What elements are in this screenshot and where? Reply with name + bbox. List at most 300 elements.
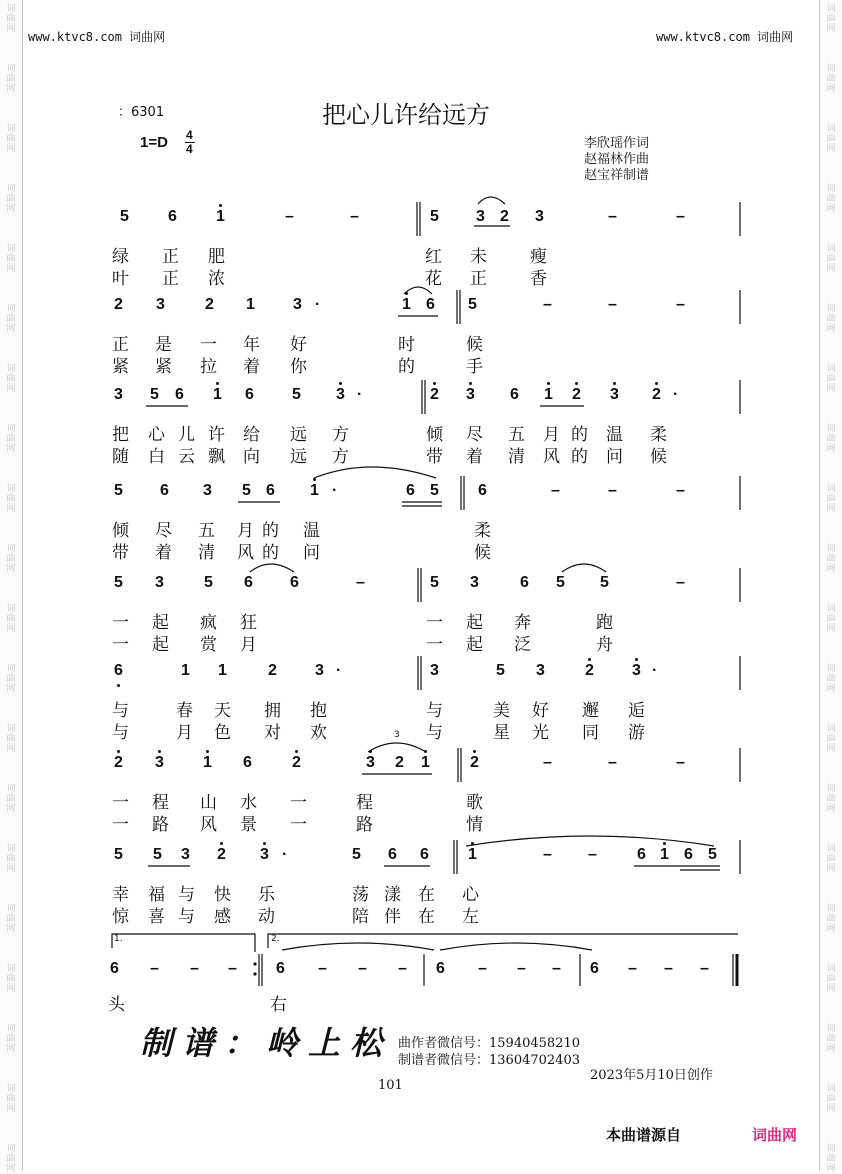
sustain-dash: – [628, 960, 637, 977]
arranger-signature: 制谱：岭上松 [140, 1024, 393, 1062]
lyric-verse1: 好 [532, 701, 549, 721]
note: 1 [218, 662, 227, 679]
watermark-text: 词 曲 网 [6, 964, 16, 994]
lyric-verse1: 五 [198, 521, 215, 541]
sustain-dash: – [318, 960, 327, 977]
watermark-text: 词 曲 网 [6, 784, 16, 814]
octave-up-dot [588, 658, 591, 661]
time-signature-bottom: 4 [186, 142, 193, 156]
lyric-verse1: 程 [356, 793, 373, 813]
note: 6 [510, 386, 519, 403]
note: 6 [290, 574, 299, 591]
lyric-verse1: 柔 [650, 425, 667, 445]
watermark-text: 词 曲 网 [826, 304, 836, 334]
note: 5 [430, 574, 439, 591]
lyric-verse1: 疯 [200, 613, 217, 633]
note: 2 [217, 846, 226, 863]
note: 1 [246, 296, 255, 313]
note: 6 [110, 960, 119, 977]
lyric-verse1: 红 [425, 247, 442, 267]
lyric-verse2: 惊 [112, 907, 129, 927]
creation-date: 2023年5月10日创作 [590, 1068, 713, 1083]
lyric-verse1: 尽 [466, 425, 483, 445]
lyric-verse1: 邂 [582, 701, 599, 721]
note: 2 [114, 296, 123, 313]
lyric-verse2: 的 [571, 447, 588, 467]
lyric-verse2: 着 [155, 543, 172, 563]
watermark-text: 词 曲 网 [826, 484, 836, 514]
octave-up-dot [547, 382, 550, 385]
lyric-verse2: 景 [240, 815, 257, 835]
lyric-verse1: 温 [303, 521, 320, 541]
note: 5 [114, 482, 123, 499]
sustain-dash: – [700, 960, 709, 977]
lyric-verse2: 手 [466, 357, 483, 377]
lyric-verse2: 紧 [155, 357, 172, 377]
sustain-dash: – [358, 960, 367, 977]
note: 3 [114, 386, 123, 403]
octave-up-dot [473, 750, 476, 753]
note: 3 [366, 754, 375, 771]
lyric-verse1: 的 [571, 425, 588, 445]
sustain-dash: – [588, 846, 597, 863]
lyric-verse1: 漾 [384, 885, 401, 905]
note: 2 [395, 754, 404, 771]
lyric-verse2: 紧 [112, 357, 129, 377]
note: 5 [468, 296, 477, 313]
lyric-verse2: 对 [264, 723, 281, 743]
sustain-dash: – [543, 754, 552, 771]
octave-up-dot [469, 382, 472, 385]
note: 6 [244, 574, 253, 591]
page-number: 101 [378, 1078, 403, 1093]
lyric-verse2: 的 [262, 543, 279, 563]
sustain-dash: – [676, 574, 685, 591]
lyric-verse1: 把 [112, 425, 129, 445]
lyric-verse2: 情 [466, 815, 483, 835]
lyric-verse1: 的 [262, 521, 279, 541]
note: 3 [336, 386, 345, 403]
watermark-text: 词 曲 网 [6, 664, 16, 694]
lyric-verse1: 美 [493, 701, 510, 721]
lyric-verse2: 拉 [200, 357, 217, 377]
watermark-text: 词 曲 网 [826, 124, 836, 154]
note: 1 [421, 754, 430, 771]
sustain-dash: – [190, 960, 199, 977]
lyric-verse1: 幸 [112, 885, 129, 905]
lyric-verse1: 福 [148, 885, 165, 905]
sustain-dash: – [608, 296, 617, 313]
note: 2 [292, 754, 301, 771]
note: 3 [203, 482, 212, 499]
note: 6 [168, 208, 177, 225]
note: 1 [216, 208, 225, 225]
note: 3 [155, 574, 164, 591]
sustain-dash: – [551, 482, 560, 499]
note: 5 [120, 208, 129, 225]
lyric-verse1: 与 [426, 701, 443, 721]
note: 6 [276, 960, 285, 977]
lyric-verse2: 白 [148, 447, 165, 467]
note: 1 [660, 846, 669, 863]
watermark-text: 词 曲 网 [826, 1084, 836, 1114]
lyric-verse1: 乐 [258, 885, 275, 905]
note: 3 [535, 208, 544, 225]
note: 5 [708, 846, 717, 863]
note: 1 [468, 846, 477, 863]
sustain-dash: – [478, 960, 487, 977]
lyric-verse2: 浓 [208, 269, 225, 289]
note: 5 [292, 386, 301, 403]
lyric-verse2: 问 [303, 543, 320, 563]
sustain-dash: – [676, 482, 685, 499]
lyric-verse1: 与 [178, 885, 195, 905]
lyric-verse1: 好 [290, 335, 307, 355]
lyric-verse1: 未 [470, 247, 487, 267]
lyric-verse1: 起 [466, 613, 483, 633]
lyric-verse2: 色 [214, 723, 231, 743]
lyric-verse2: 带 [426, 447, 443, 467]
lyricist-credit: 李欣瑶作词 [584, 136, 650, 151]
lyric-verse2: 一 [290, 815, 307, 835]
note: 3 [536, 662, 545, 679]
note: 6 [406, 482, 415, 499]
note: 3 [315, 662, 324, 679]
sustain-dash: – [664, 960, 673, 977]
sustain-dash: – [356, 574, 365, 591]
lyric-verse1: 是 [155, 335, 172, 355]
watermark-text: 词 曲 网 [6, 484, 16, 514]
note: 2 [268, 662, 277, 679]
watermark-text: 词 曲 网 [6, 904, 16, 934]
octave-up-dot [369, 750, 372, 753]
dot-extension: · [315, 296, 321, 313]
note: 5 [352, 846, 361, 863]
sustain-dash: – [350, 208, 359, 225]
lyric-verse1: 快 [214, 885, 231, 905]
watermark-text: 词 曲 网 [6, 4, 16, 34]
note: 3 [293, 296, 302, 313]
octave-up-dot [295, 750, 298, 753]
lyric-verse2: 远 [290, 447, 307, 467]
lyric-verse1: 柔 [474, 521, 491, 541]
octave-up-dot [655, 382, 658, 385]
octave-up-dot [613, 382, 616, 385]
lyric-verse2: 感 [214, 907, 231, 927]
note: 2 [585, 662, 594, 679]
lyric-verse1: 年 [243, 335, 260, 355]
lyric-verse1: 水 [240, 793, 257, 813]
watermark-text: 词 曲 网 [826, 4, 836, 34]
sustain-dash: – [608, 482, 617, 499]
dot-extension: · [357, 386, 363, 403]
octave-up-dot [206, 750, 209, 753]
watermark-text: 词 曲 网 [826, 724, 836, 754]
note: 3 [260, 846, 269, 863]
left-watermark-strip [0, 0, 23, 1174]
octave-up-dot [219, 204, 222, 207]
note: 6 [684, 846, 693, 863]
lyric-verse1: 天 [214, 701, 231, 721]
lyric-verse2: 正 [162, 269, 179, 289]
octave-up-dot [158, 750, 161, 753]
watermark-text: 词 曲 网 [826, 904, 836, 934]
lyric-verse2: 一 [112, 815, 129, 835]
octave-up-dot [220, 842, 223, 845]
lyric-verse2: 清 [198, 543, 215, 563]
note: 5 [496, 662, 505, 679]
lyric-verse1: 跑 [596, 613, 613, 633]
lyric-verse1: 一 [112, 613, 129, 633]
lyric-verse2: 路 [356, 815, 373, 835]
key-signature: 1=D [140, 134, 168, 151]
lyric-verse2: 花 [425, 269, 442, 289]
header-site-right[interactable]: www.ktvc8.com 词曲网 [656, 30, 794, 44]
lyric-verse1: 一 [112, 793, 129, 813]
lyric-verse1: 右 [270, 995, 287, 1015]
lyric-verse2: 伴 [384, 907, 401, 927]
note: 5 [114, 574, 123, 591]
octave-up-dot [216, 382, 219, 385]
lyric-verse2: 与 [426, 723, 443, 743]
note: 5 [204, 574, 213, 591]
lyric-verse2: 与 [112, 723, 129, 743]
sustain-dash: – [552, 960, 561, 977]
watermark-text: 词 曲 网 [6, 1024, 16, 1054]
lyric-verse1: 一 [200, 335, 217, 355]
watermark-text: 词 曲 网 [826, 784, 836, 814]
note: 6 [478, 482, 487, 499]
lyric-verse1: 远 [290, 425, 307, 445]
lyric-verse2: 香 [530, 269, 547, 289]
note: 6 [160, 482, 169, 499]
watermark-text: 词 曲 网 [6, 1144, 16, 1174]
sustain-dash: – [517, 960, 526, 977]
lyric-verse1: 程 [152, 793, 169, 813]
sustain-dash: – [676, 754, 685, 771]
lyric-verse2: 方 [332, 447, 349, 467]
lyric-verse2: 叶 [112, 269, 129, 289]
lyric-verse1: 荡 [352, 885, 369, 905]
sustain-dash: – [608, 754, 617, 771]
lyric-verse1: 倾 [426, 425, 443, 445]
lyric-verse1: 给 [243, 425, 260, 445]
sustain-dash: – [676, 296, 685, 313]
lyric-verse2: 喜 [148, 907, 165, 927]
watermark-text: 词 曲 网 [6, 124, 16, 154]
note: 6 [420, 846, 429, 863]
watermark-text: 词 曲 网 [6, 844, 16, 874]
composer-wechat: 曲作者微信号：15940458210 [398, 1036, 580, 1051]
sustain-dash: – [398, 960, 407, 977]
lyric-verse2: 随 [112, 447, 129, 467]
lyric-verse1: 候 [466, 335, 483, 355]
note: 6 [114, 662, 123, 679]
lyric-verse2: 起 [152, 635, 169, 655]
note: 3 [476, 208, 485, 225]
dot-extension: · [652, 662, 658, 679]
note: 3 [156, 296, 165, 313]
song-title: 把心儿许给远方 [322, 101, 490, 129]
sustain-dash: – [676, 208, 685, 225]
lyric-verse2: 路 [152, 815, 169, 835]
sustain-dash: – [285, 208, 294, 225]
watermark-text: 词 曲 网 [6, 1084, 16, 1114]
note: 6 [243, 754, 252, 771]
octave-up-dot [635, 658, 638, 661]
composer-credit: 赵福林作曲 [584, 152, 650, 167]
watermark-text: 词 曲 网 [826, 964, 836, 994]
note: 6 [426, 296, 435, 313]
lyric-verse2: 欢 [310, 723, 327, 743]
note: 3 [181, 846, 190, 863]
lyric-verse2: 着 [466, 447, 483, 467]
lyric-verse1: 在 [418, 885, 435, 905]
lyric-verse1: 春 [176, 701, 193, 721]
watermark-text: 词 曲 网 [826, 544, 836, 574]
watermark-text: 词 曲 网 [826, 1144, 836, 1174]
note: 3 [430, 662, 439, 679]
second-ending-label: 2. [271, 934, 280, 944]
lyric-verse2: 清 [508, 447, 525, 467]
note: 2 [430, 386, 439, 403]
dot-extension: · [282, 846, 288, 863]
lyric-verse2: 在 [418, 907, 435, 927]
watermark-text: 词 曲 网 [826, 364, 836, 394]
note: 6 [266, 482, 275, 499]
note: 5 [430, 208, 439, 225]
note: 1 [203, 754, 212, 771]
lyric-verse1: 与 [112, 701, 129, 721]
lyric-verse1: 五 [508, 425, 525, 445]
note: 1 [402, 296, 411, 313]
lyric-verse1: 绿 [112, 247, 129, 267]
note: 5 [556, 574, 565, 591]
lyric-verse1: 逅 [628, 701, 645, 721]
lyric-verse2: 左 [462, 907, 479, 927]
lyric-verse1: 头 [108, 995, 125, 1015]
sustain-dash: – [228, 960, 237, 977]
lyric-verse2: 风 [543, 447, 560, 467]
lyric-verse2: 风 [200, 815, 217, 835]
note: 2 [205, 296, 214, 313]
octave-up-dot [313, 478, 316, 481]
note: 5 [150, 386, 159, 403]
note: 2 [572, 386, 581, 403]
lyric-verse1: 月 [237, 521, 254, 541]
lyric-verse2: 一 [426, 635, 443, 655]
note: 6 [175, 386, 184, 403]
note: 5 [600, 574, 609, 591]
watermark-text: 词 曲 网 [6, 184, 16, 214]
lyric-verse2: 飘 [208, 447, 225, 467]
lyric-verse2: 月 [240, 635, 257, 655]
lyric-verse1: 尽 [155, 521, 172, 541]
lyric-verse2: 正 [470, 269, 487, 289]
header-site-left[interactable]: www.ktvc8.com 词曲网 [28, 30, 166, 44]
note: 5 [153, 846, 162, 863]
octave-up-dot [433, 382, 436, 385]
lyric-verse1: 肥 [208, 247, 225, 267]
lyric-verse2: 游 [628, 723, 645, 743]
lyric-verse1: 起 [152, 613, 169, 633]
note: 5 [242, 482, 251, 499]
song-number: ：6301 [118, 105, 165, 120]
dot-extension: · [332, 482, 338, 499]
sustain-dash: – [543, 846, 552, 863]
watermark-text: 词 曲 网 [826, 664, 836, 694]
lyric-verse1: 方 [332, 425, 349, 445]
note: 6 [637, 846, 646, 863]
lyric-verse1: 一 [426, 613, 443, 633]
lyric-verse2: 向 [243, 447, 260, 467]
note: 2 [470, 754, 479, 771]
note: 5 [114, 846, 123, 863]
lyric-verse1: 心 [148, 425, 165, 445]
watermark-text: 词 曲 网 [826, 424, 836, 454]
note: 5 [430, 482, 439, 499]
note: 3 [632, 662, 641, 679]
sustain-dash: – [543, 296, 552, 313]
lyric-verse2: 风 [237, 543, 254, 563]
lyric-verse2: 陪 [352, 907, 369, 927]
sustain-dash: – [150, 960, 159, 977]
octave-up-dot [263, 842, 266, 845]
lyric-verse1: 瘦 [530, 247, 547, 267]
watermark-text: 词 曲 网 [6, 424, 16, 454]
watermark-text: 词 曲 网 [6, 724, 16, 754]
arranger-credit: 赵宝祥制谱 [584, 168, 650, 183]
footer-brand-link[interactable]: 词曲网 [752, 1126, 798, 1144]
note: 2 [114, 754, 123, 771]
lyric-verse2: 光 [532, 723, 549, 743]
lyric-verse1: 奔 [514, 613, 531, 633]
note: 3 [470, 574, 479, 591]
octave-up-dot [117, 750, 120, 753]
octave-up-dot [471, 842, 474, 845]
watermark-text: 词 曲 网 [826, 604, 836, 634]
watermark-text: 词 曲 网 [6, 364, 16, 394]
sustain-dash: – [608, 208, 617, 225]
watermark-text: 词 曲 网 [6, 604, 16, 634]
note: 1 [213, 386, 222, 403]
watermark-text: 词 曲 网 [826, 64, 836, 94]
lyric-verse1: 正 [112, 335, 129, 355]
note: 3 [155, 754, 164, 771]
lyric-verse2: 候 [474, 543, 491, 563]
watermark-text: 词 曲 网 [6, 244, 16, 274]
note: 1 [181, 662, 190, 679]
note: 6 [520, 574, 529, 591]
note: 3 [610, 386, 619, 403]
lyric-verse1: 倾 [112, 521, 129, 541]
lyric-verse2: 泛 [514, 635, 531, 655]
lyric-verse1: 时 [398, 335, 415, 355]
lyric-verse2: 星 [493, 723, 510, 743]
lyric-verse1: 山 [200, 793, 217, 813]
lyric-verse1: 许 [208, 425, 225, 445]
watermark-text: 词 曲 网 [6, 304, 16, 334]
lyric-verse1: 儿 [178, 425, 195, 445]
lyric-verse1: 狂 [240, 613, 257, 633]
lyric-verse2: 你 [290, 357, 307, 377]
lyric-verse2: 云 [178, 447, 195, 467]
first-ending-label: 1. [114, 934, 123, 944]
lyric-verse2: 带 [112, 543, 129, 563]
watermark-text: 词 曲 网 [826, 244, 836, 274]
lyric-verse1: 心 [462, 885, 479, 905]
note: 6 [245, 386, 254, 403]
